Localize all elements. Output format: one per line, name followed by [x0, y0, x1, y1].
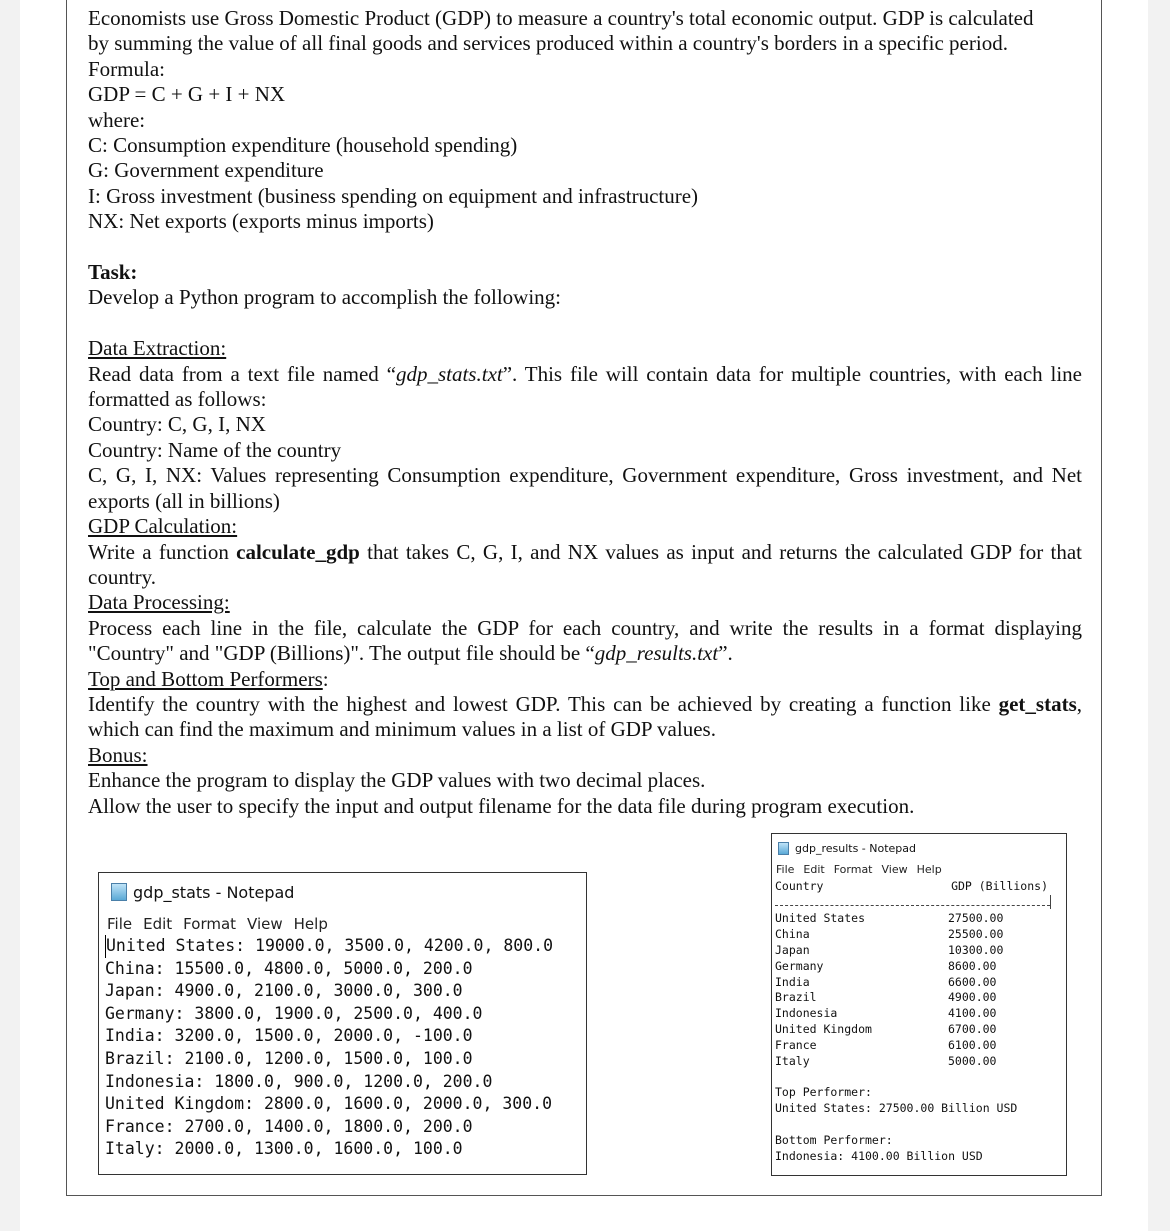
text-line: China: 15500.0, 4800.0, 5000.0, 200.0 — [105, 958, 473, 978]
task-text: Develop a Python program to accomplish the following: — [88, 285, 561, 310]
table-row: Japan 10300.00 — [775, 942, 1004, 957]
table-row: United States 27500.00 — [775, 911, 1004, 925]
col-gdp: GDP (Billions) — [951, 879, 1048, 893]
table-row: India 6600.00 — [775, 974, 997, 989]
menu-edit[interactable]: Edit — [143, 915, 173, 933]
table-row: United Kingdom 6700.00 — [775, 1022, 997, 1037]
intro-line: Formula: — [88, 56, 165, 81]
intro-line: C: Consumption expenditure (household spending) — [88, 133, 518, 158]
task-heading: Task: — [88, 260, 138, 285]
bottom-performer-label: Bottom Performer: — [775, 1132, 893, 1147]
function-name: calculate_gdp — [236, 539, 360, 564]
col-country: Country — [775, 879, 824, 893]
intro-line: G: Government expenditure — [88, 158, 324, 183]
intro-line: I: Gross investment (business spending on equipment and infrastructure) — [88, 183, 699, 208]
window-title: gdp_stats - Notepad — [133, 882, 295, 902]
window-title-bar — [99, 873, 586, 903]
menu-format[interactable]: Format — [833, 863, 873, 876]
country-desc: Country: Name of the country — [88, 437, 342, 462]
performers-paragraph: Identify the country with the highest and lowest GDP. This can be achieved by creating a function like get_stats, which can find the maximum and minimum values in a list of GDP values. — [88, 691, 1082, 742]
notepad-icon — [778, 842, 789, 855]
output-filename: gdp_results.txt — [594, 641, 719, 666]
table-row: Italy 5000.00 — [775, 1054, 997, 1069]
text-editor[interactable] — [99, 933, 586, 1161]
menu-file[interactable]: File — [776, 863, 795, 876]
text-line: Germany: 3800.0, 1900.0, 2500.0, 400.0 — [105, 1003, 483, 1023]
text-line: Brazil: 2100.0, 1200.0, 1500.0, 100.0 — [105, 1048, 473, 1068]
formula: GDP = C + G + I + NX — [88, 82, 286, 107]
text-line: Japan: 4900.0, 2100.0, 3000.0, 300.0 — [105, 981, 463, 1001]
window-title-bar — [772, 834, 1066, 856]
values-desc: C, G, I, NX: Values representing Consumption expenditure, Government expenditure, Gross investment, and Net exports (all in billions) — [88, 463, 1082, 513]
assignment-text — [88, 6, 1082, 819]
results-header — [772, 876, 1066, 895]
text-line: Italy: 2000.0, 1300.0, 1600.0, 100.0 — [105, 1139, 463, 1159]
notepad-window-results — [771, 833, 1067, 1176]
calculation-heading: GDP Calculation: — [88, 514, 238, 539]
bottom-performer-value: Indonesia: 4100.00 Billion USD — [775, 1148, 983, 1163]
intro-line: Economists use Gross Domestic Product (GDP) to measure a country's total economic output. GDP is calculated — [88, 6, 1034, 30]
bonus-line: Allow the user to specify the input and output filename for the data file during program execution. — [88, 793, 915, 818]
processing-paragraph: Process each line in the file, calculate the GDP for each country, and write the results in a format displaying "Country" and "GDP (Billions)". The output file should be “gdp_results.txt”. — [88, 615, 1082, 666]
text-line: France: 2700.0, 1400.0, 1800.0, 200.0 — [105, 1116, 473, 1136]
notepad-icon — [111, 883, 127, 901]
calculation-paragraph: Write a function calculate_gdp that takes C, G, I, and NX values as input and returns the calculated GDP for that country. — [88, 539, 1082, 589]
table-row: China 25500.00 — [775, 926, 1004, 941]
top-performer-value: United States: 27500.00 Billion USD — [775, 1100, 1018, 1115]
input-filename: gdp_stats.txt — [395, 361, 503, 386]
menu-view[interactable]: View — [247, 915, 283, 933]
menu-format[interactable]: Format — [183, 915, 237, 933]
processing-heading: Data Processing: — [88, 590, 230, 615]
menu-file[interactable]: File — [107, 915, 133, 933]
text-line: United States: 19000.0, 3500.0, 4200.0, 800.0 — [105, 935, 586, 958]
intro-line: by summing the value of all final goods and services produced within a country's borders in a specific period. — [88, 31, 1008, 56]
separator — [775, 895, 1050, 906]
window-title: gdp_results - Notepad — [795, 841, 917, 855]
top-performer-label: Top Performer: — [775, 1084, 872, 1099]
table-row: Brazil 4900.00 — [775, 990, 997, 1005]
text-line: Indonesia: 1800.0, 900.0, 1200.0, 200.0 — [105, 1071, 493, 1091]
bonus-line: Enhance the program to display the GDP values with two decimal places. — [88, 768, 706, 793]
menu-help[interactable]: Help — [293, 915, 328, 933]
function-name: get_stats — [998, 691, 1077, 716]
menu-help[interactable]: Help — [916, 863, 942, 876]
text-editor[interactable] — [772, 876, 1066, 1165]
intro-line: NX: Net exports (exports minus imports) — [88, 209, 434, 234]
format-line: Country: C, G, I, NX — [88, 412, 266, 437]
extraction-heading: Data Extraction: — [88, 336, 227, 361]
results-rows — [772, 906, 1066, 1070]
bonus-heading: Bonus: — [88, 742, 148, 767]
menu-bar — [772, 856, 1066, 876]
menu-view[interactable]: View — [881, 863, 908, 876]
table-row: France 6100.00 — [775, 1038, 997, 1053]
table-row: Indonesia 4100.00 — [775, 1006, 997, 1021]
extraction-paragraph: Read data from a text file named “gdp_stats.txt”. This file will contain data for multiple countries, with each line formatted as follows: — [88, 361, 1082, 412]
intro-line: where: — [88, 107, 146, 132]
performers-heading: Top and Bottom Performers: — [88, 666, 329, 691]
table-row: Germany 8600.00 — [775, 958, 997, 973]
performers-summary — [772, 1070, 1066, 1165]
text-line: United Kingdom: 2800.0, 1600.0, 2000.0, 300.0 — [105, 1094, 553, 1114]
menu-bar — [99, 903, 586, 933]
notepad-window-stats — [98, 872, 587, 1175]
menu-edit[interactable]: Edit — [803, 863, 825, 876]
text-line: India: 3200.0, 1500.0, 2000.0, -100.0 — [105, 1026, 473, 1046]
